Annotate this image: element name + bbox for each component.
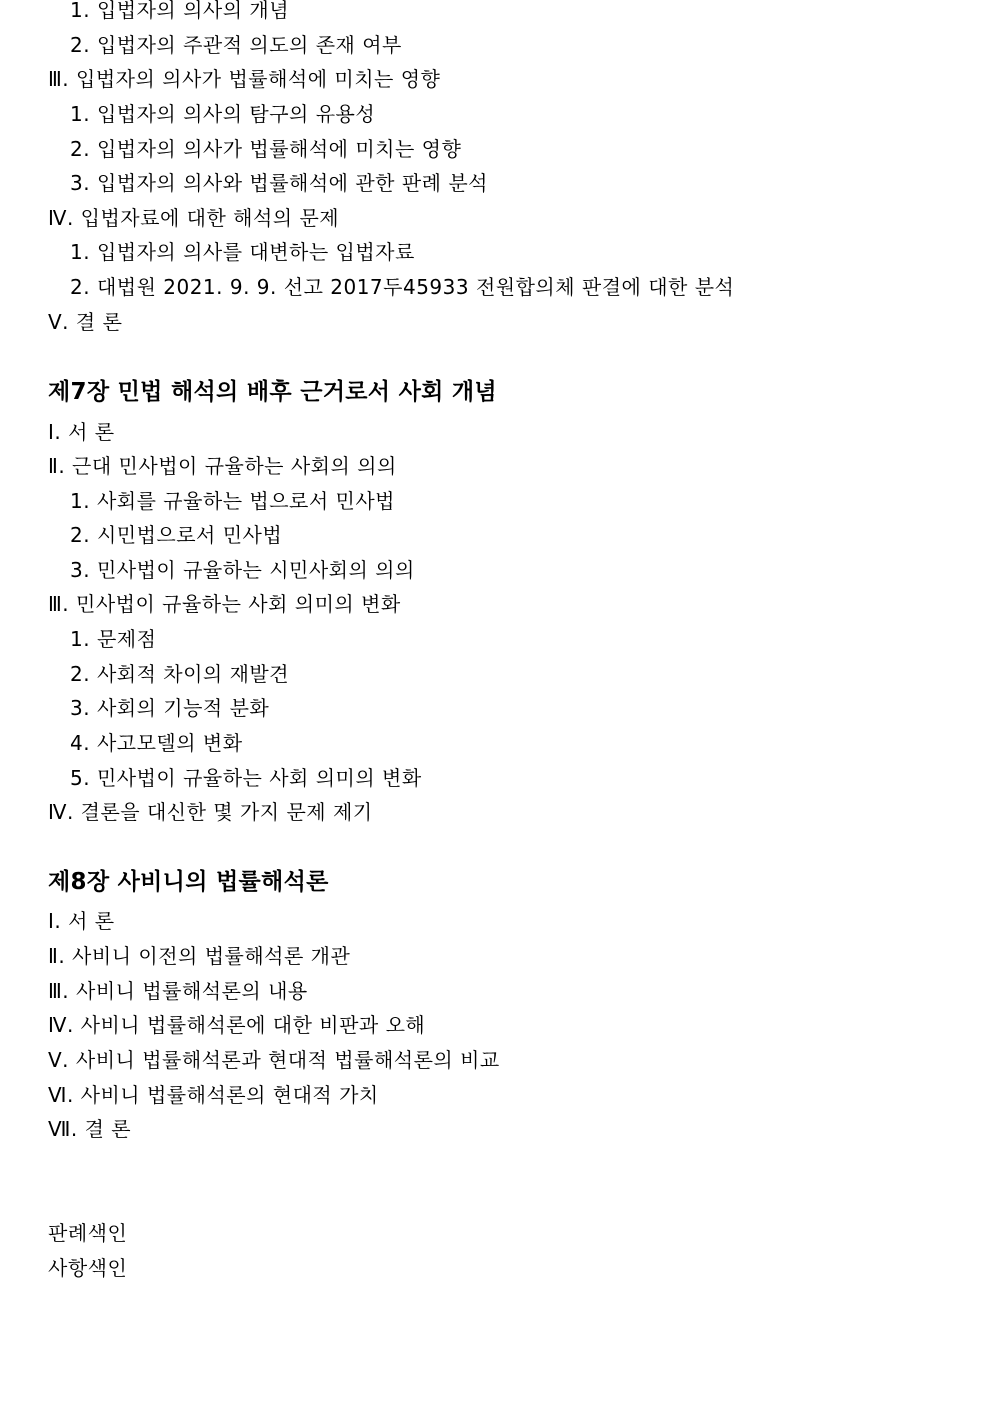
- toc-section: Ⅵ. 사비니 법률해석론의 현대적 가치: [48, 1083, 379, 1107]
- toc-subsection: 2. 시민법으로서 민사법: [70, 523, 283, 547]
- toc-section: Ⅱ. 근대 민사법이 규율하는 사회의 의의: [48, 454, 397, 478]
- toc-subsection: 1. 입법자의 의사의 개념: [70, 0, 290, 22]
- toc-section: Ⅲ. 민사법이 규율하는 사회 의미의 변화: [48, 592, 401, 616]
- case-index-entry: 판례색인: [48, 1221, 128, 1245]
- chapter-heading: 제8장 사비니의 법률해석론: [48, 869, 329, 895]
- toc-subsection: 5. 민사법이 규율하는 사회 의미의 변화: [70, 766, 422, 790]
- chapter-heading: 제7장 민법 해석의 배후 근거로서 사회 개념: [48, 379, 497, 405]
- toc-subsection: 4. 사고모델의 변화: [70, 731, 243, 755]
- toc-section: Ⅳ. 입법자료에 대한 해석의 문제: [48, 206, 340, 230]
- toc-subsection: 1. 입법자의 의사를 대변하는 입법자료: [70, 240, 415, 264]
- toc-section: Ⅰ. 서 론: [48, 420, 115, 444]
- toc-subsection: 3. 입법자의 의사와 법률해석에 관한 판례 분석: [70, 171, 488, 195]
- toc-section: Ⅰ. 서 론: [48, 909, 115, 933]
- subject-index-entry: 사항색인: [48, 1256, 128, 1280]
- toc-subsection: 2. 대법원 2021. 9. 9. 선고 2017두45933 전원합의체 판결에 대한 분석: [70, 275, 735, 299]
- toc-subsection: 2. 입법자의 주관적 의도의 존재 여부: [70, 33, 402, 57]
- toc-section: Ⅱ. 사비니 이전의 법률해석론 개관: [48, 944, 351, 968]
- toc-subsection: 2. 사회적 차이의 재발견: [70, 662, 290, 686]
- toc-subsection: 1. 입법자의 의사의 탐구의 유용성: [70, 102, 376, 126]
- toc-subsection: 3. 사회의 기능적 분화: [70, 696, 270, 720]
- toc-section: Ⅳ. 사비니 법률해석론에 대한 비판과 오해: [48, 1013, 426, 1037]
- toc-subsection: 1. 문제점: [70, 627, 157, 651]
- toc-section: Ⅴ. 결 론: [48, 310, 123, 334]
- toc-section: Ⅲ. 사비니 법률해석론의 내용: [48, 979, 308, 1003]
- toc-section: Ⅲ. 입법자의 의사가 법률해석에 미치는 영향: [48, 67, 441, 91]
- toc-section: Ⅳ. 결론을 대신한 몇 가지 문제 제기: [48, 800, 373, 824]
- toc-subsection: 2. 입법자의 의사가 법률해석에 미치는 영향: [70, 137, 462, 161]
- toc-section: Ⅴ. 사비니 법률해석론과 현대적 법률해석론의 비교: [48, 1048, 500, 1072]
- toc-section: Ⅶ. 결 론: [48, 1117, 132, 1141]
- toc-subsection: 1. 사회를 규율하는 법으로서 민사법: [70, 489, 395, 513]
- toc-subsection: 3. 민사법이 규율하는 시민사회의 의의: [70, 558, 415, 582]
